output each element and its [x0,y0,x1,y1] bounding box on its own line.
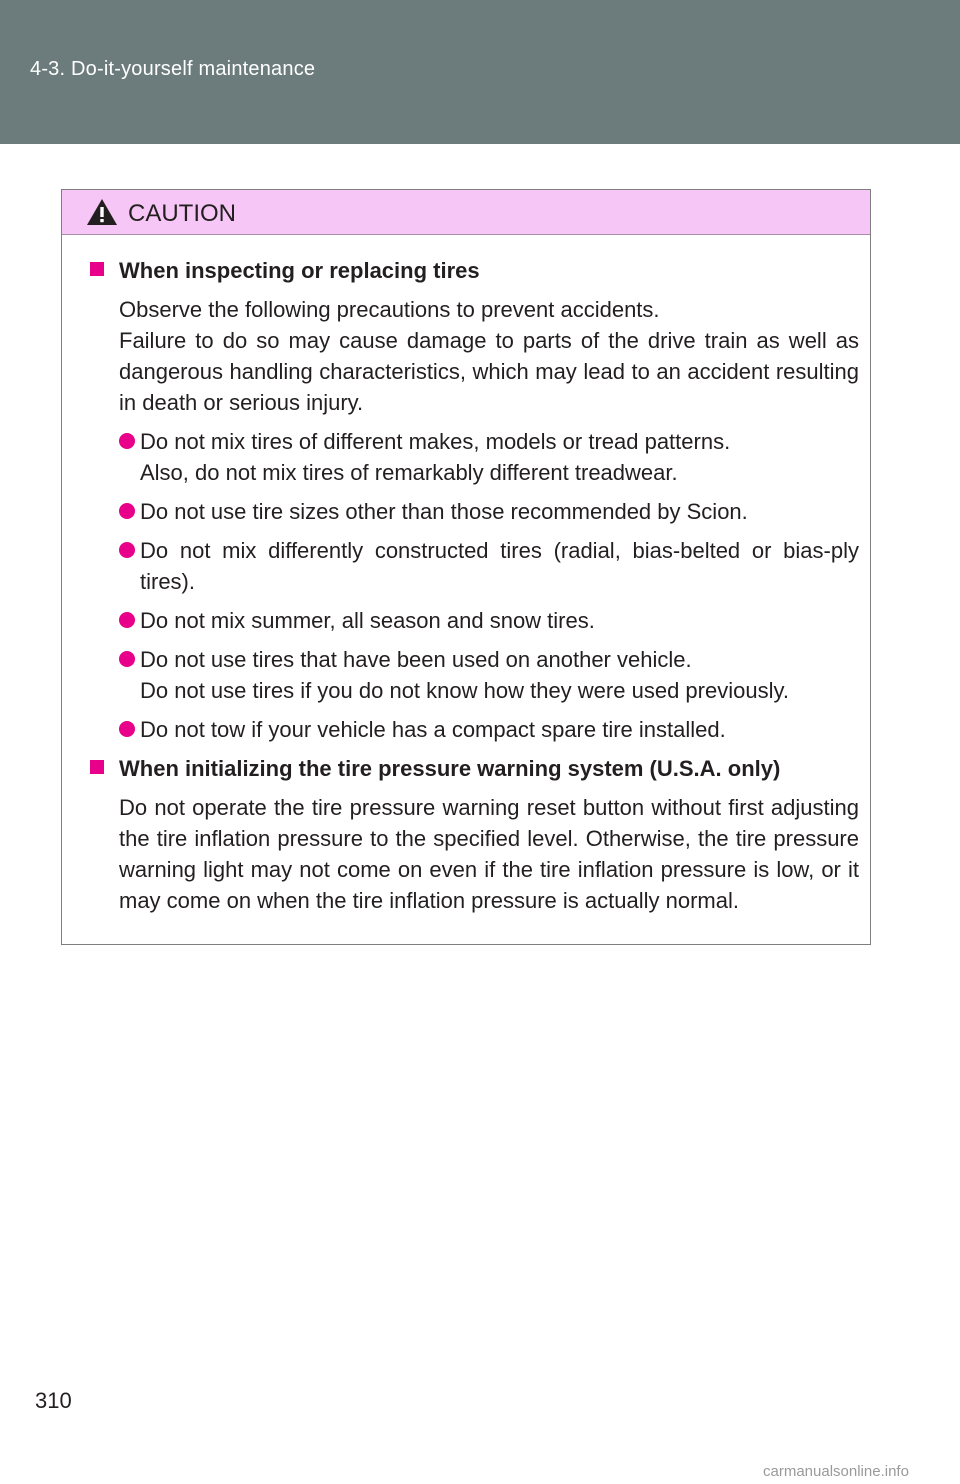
caution-label: CAUTION [128,200,236,227]
round-bullet-icon [119,433,135,449]
round-bullet-icon [119,503,135,519]
square-bullet-icon [90,262,104,276]
round-bullet-icon [119,542,135,558]
paragraph-line: Failure to do so may cause damage to parts of the drive train as well as dangerous handling characteristics, which may lead to an accident resulting in death or serious injury. [119,328,859,415]
section-title: 4-3. Do-it-yourself maintenance [30,58,316,80]
round-bullet-icon [119,612,135,628]
watermark: carmanualsonline.info [763,1463,909,1480]
warning-triangle-icon [86,197,118,227]
caution-content [62,234,870,944]
list-item: Do not mix summer, all season and snow tires. [90,605,859,636]
list-item: Do not use tires that have been used on another vehicle. Do not use tires if you do not know how they were used previously. [90,644,859,706]
section-paragraph [90,792,859,916]
round-bullet-icon [119,721,135,737]
list-item: Do not mix tires of different makes, models or tread patterns. Also, do not mix tires of remarkably different treadwear. [90,426,859,488]
list-item: Do not mix differently constructed tires (radial, bias-belted or bias-ply tires). [90,535,859,597]
square-bullet-icon [90,760,104,774]
round-bullet-icon [119,651,135,667]
section-heading: When inspecting or replacing tires [90,255,859,286]
section-heading: When initializing the tire pressure warning system (U.S.A. only) [90,753,859,784]
list-item: Do not tow if your vehicle has a compact spare tire installed. [90,714,859,745]
paragraph-line: Do not operate the tire pressure warning reset button without first adjusting the tire inflation pressure to the specified level. Otherwise, the tire pressure warning light may not come on even if the tire inflation pressure is low, or it may come on when the tire inflation pressure is actually normal. [119,795,859,913]
chapter-header [0,0,960,144]
caution-header [62,190,870,235]
paragraph-line: Observe the following precautions to prevent accidents. [119,297,660,322]
page-number: 310 [35,1388,72,1413]
list-item: Do not use tire sizes other than those recommended by Scion. [90,496,859,527]
section-paragraph [90,294,859,418]
caution-box [61,189,871,945]
